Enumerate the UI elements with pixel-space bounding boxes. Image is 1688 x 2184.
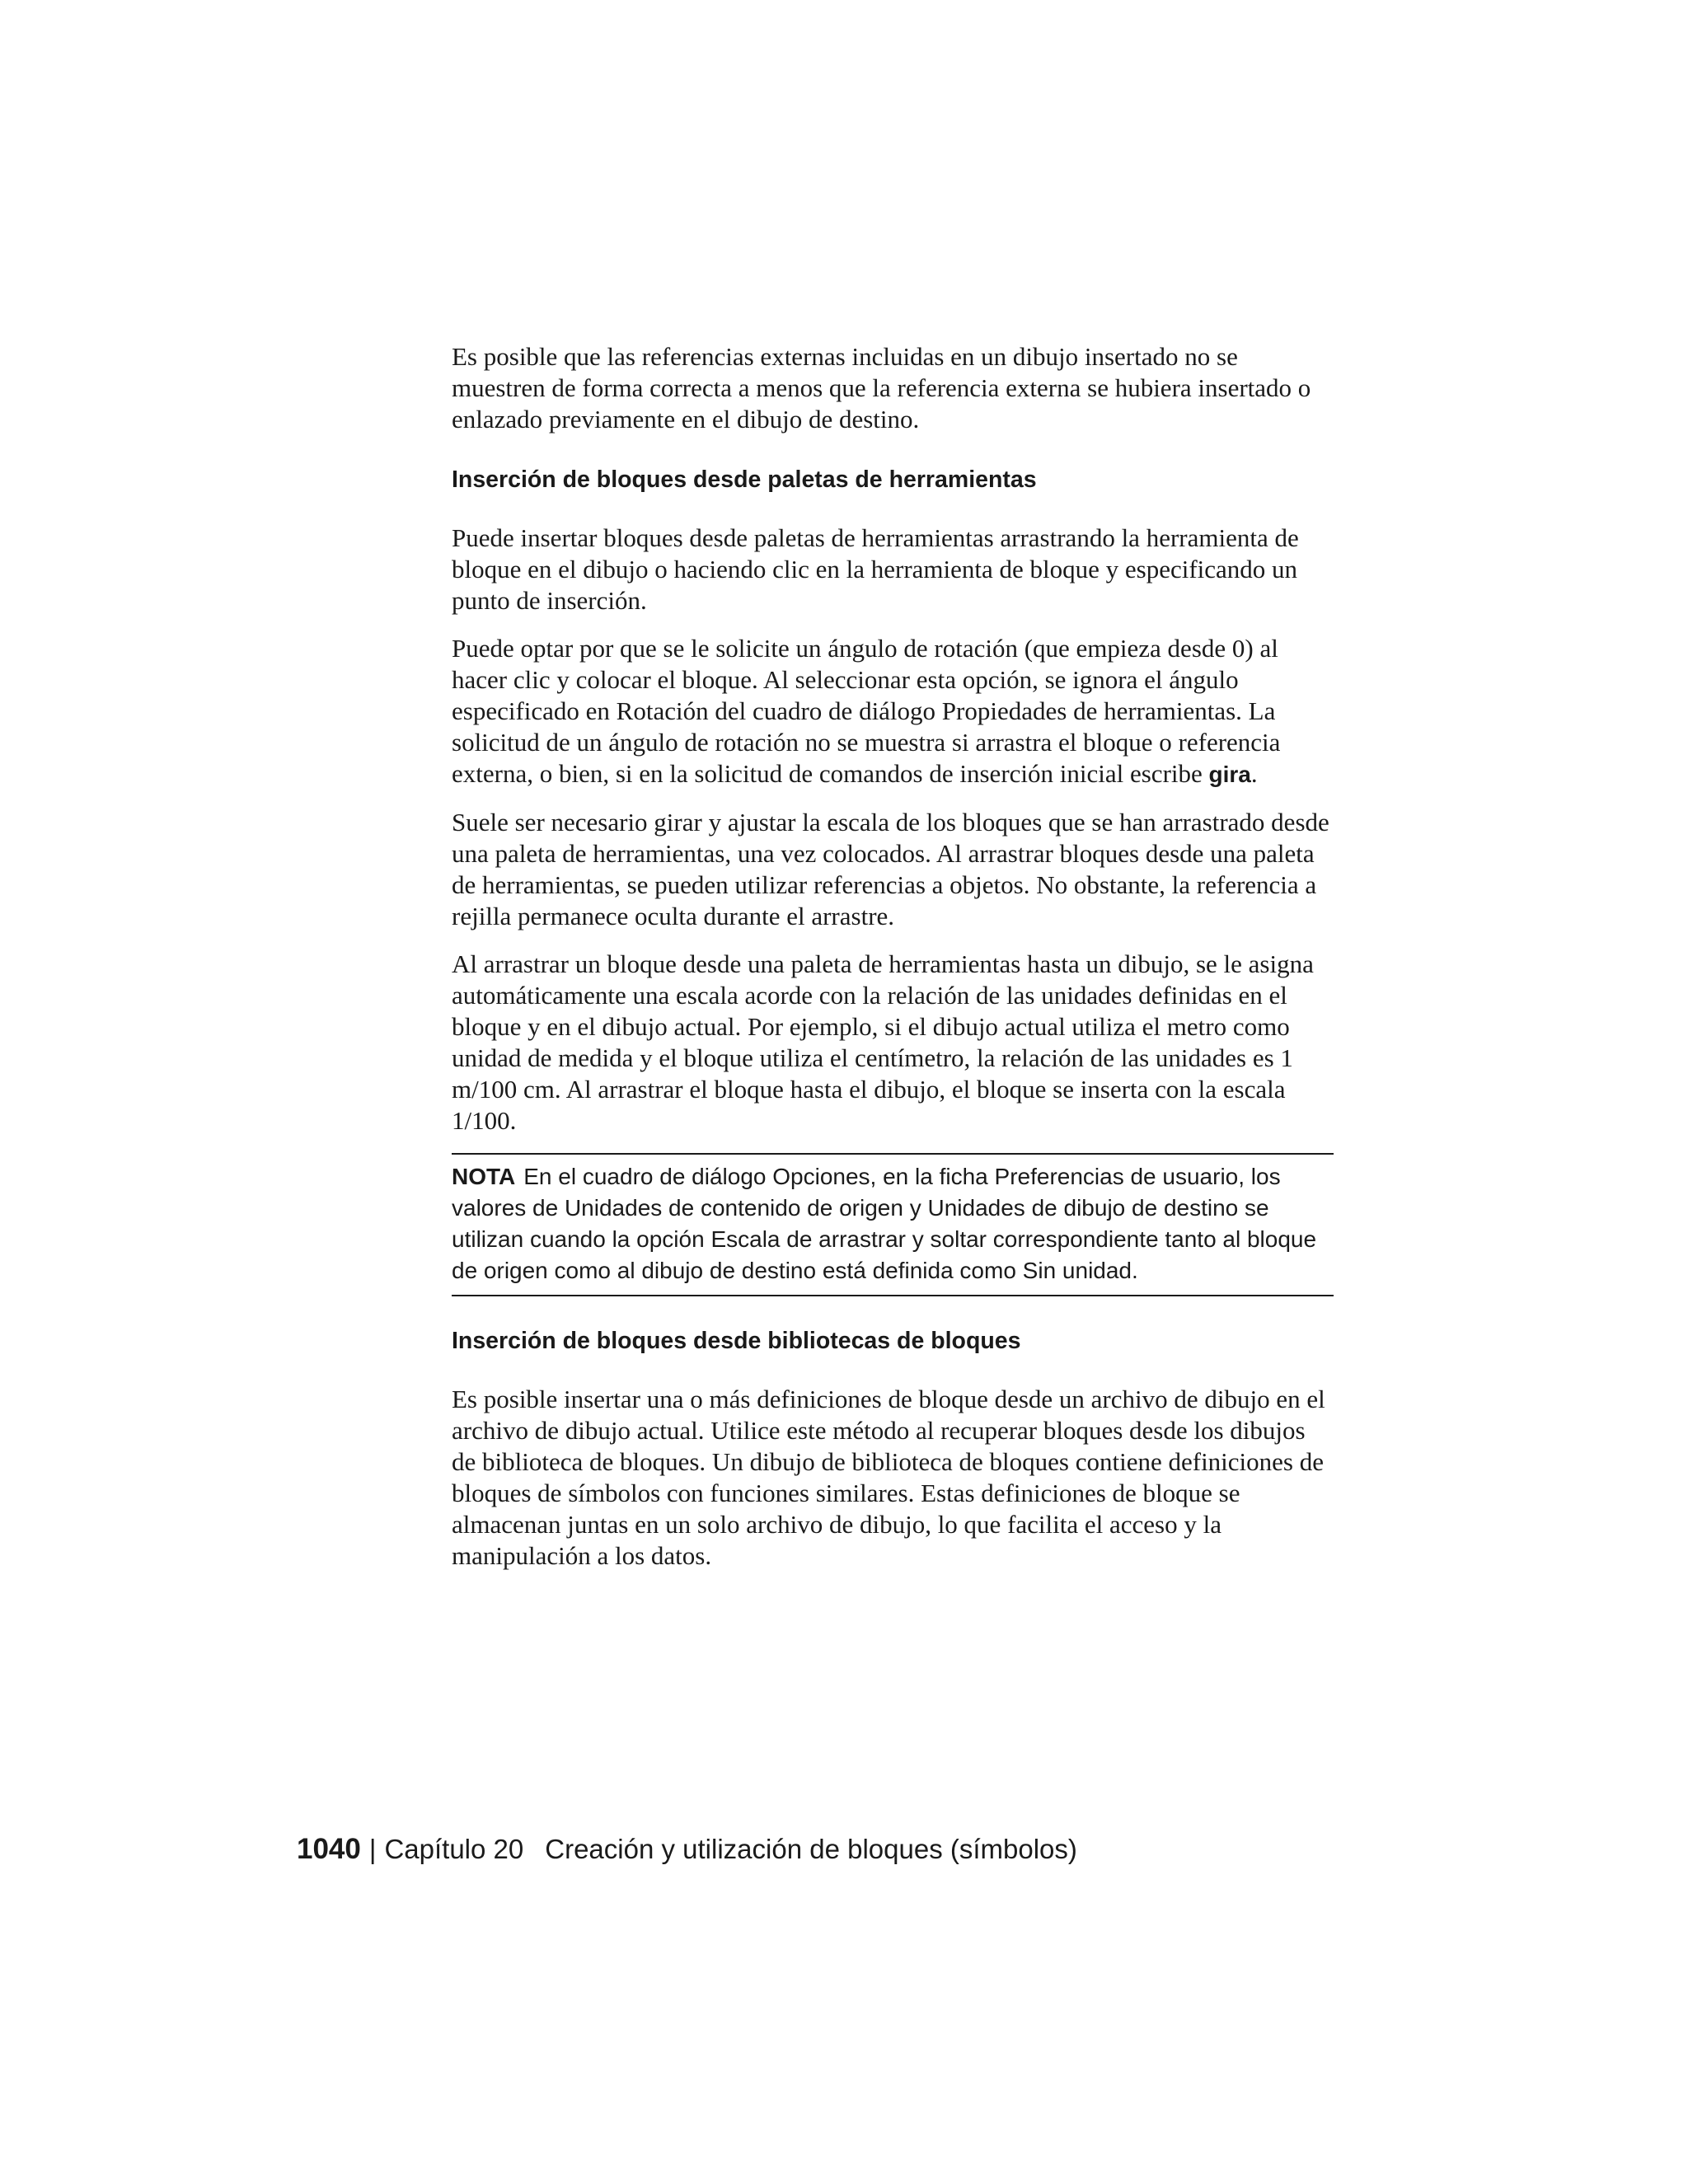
chapter-title: Creación y utilización de bloques (símbolos)	[545, 1834, 1077, 1864]
palette-paragraph-2-text: Puede optar por que se le solicite un ángulo de rotación (que empieza desde 0) al hacer clic y colocar el bloque. Al seleccionar esta opción, se ignora el ángulo especificado en Rotación del cuadro de diálogo Propiedades de herramientas. La solicitud de un ángulo de rotación no se muestra si arrastra el bloque o referencia externa, o bien, si en la solicitud de comandos de inserción inicial escribe	[452, 634, 1281, 788]
page-footer	[297, 1831, 1077, 1868]
palette-paragraph-3: Suele ser necesario girar y ajustar la escala de los bloques que se han arrastrado desde una paleta de herramientas, una vez colocados. Al arrastrar bloques desde una paleta de herramientas, se pueden utilizar referencias a objetos. No obstante, la referencia a rejilla permanece oculta durante el arrastre.	[452, 808, 1329, 930]
section-heading-tool-palettes: Inserción de bloques desde paletas de herramientas	[452, 466, 1037, 493]
intro-paragraph: Es posible que las referencias externas incluidas en un dibujo insertado no se muestren de forma correcta a menos que la referencia externa se hubiera insertado o enlazado previamente en el dibujo de destino.	[452, 342, 1311, 434]
palette-paragraph-1: Puede insertar bloques desde paletas de herramientas arrastrando la herramienta de bloque en el dibujo o haciendo clic en la herramienta de bloque y especificando un punto de inserción.	[452, 523, 1299, 615]
library-paragraph-1: Es posible insertar una o más definiciones de bloque desde un archivo de dibujo en el archivo de dibujo actual. Utilice este método al recuperar bloques desde los dibujos de biblioteca de bloques. Un dibujo de biblioteca de bloques contiene definiciones de bloques de símbolos con funciones similares. Estas definiciones de bloque se almacenan juntas en un solo archivo de dibujo, lo que facilita el acceso y la manipulación a los datos.	[452, 1385, 1325, 1570]
note-box	[452, 1153, 1334, 1296]
palette-paragraph-4: Al arrastrar un bloque desde una paleta de herramientas hasta un dibujo, se le asigna automáticamente una escala acorde con la relación de las unidades definidas en el bloque y en el dibujo actual. Por ejemplo, si el dibujo actual utiliza el metro como unidad de medida y el bloque utiliza el centímetro, la relación de las unidades es 1 m/100 cm. Al arrastrar el bloque hasta el dibujo, el bloque se inserta con la escala 1/100.	[452, 949, 1314, 1135]
command-keyword: gira	[1208, 762, 1251, 787]
note-text: En el cuadro de diálogo Opciones, en la ficha Preferencias de usuario, los valores de Unidades de contenido de origen y Unidades de dibujo de destino se utilizan cuando la opción Escala de arrastrar y soltar correspondiente tanto al bloque de origen como al dibujo de destino está definida como Sin unidad.	[452, 1164, 1317, 1283]
note-label: NOTA	[452, 1164, 516, 1189]
palette-paragraph-2-end: .	[1250, 759, 1258, 788]
section-heading-block-libraries: Inserción de bloques desde bibliotecas de bloques	[452, 1328, 1021, 1354]
palette-paragraph-2	[452, 633, 1334, 790]
page-content	[452, 341, 1334, 1588]
footer-separator: |	[368, 1834, 377, 1864]
page-number: 1040	[297, 1833, 361, 1865]
chapter-number: Capítulo 20	[384, 1834, 524, 1864]
